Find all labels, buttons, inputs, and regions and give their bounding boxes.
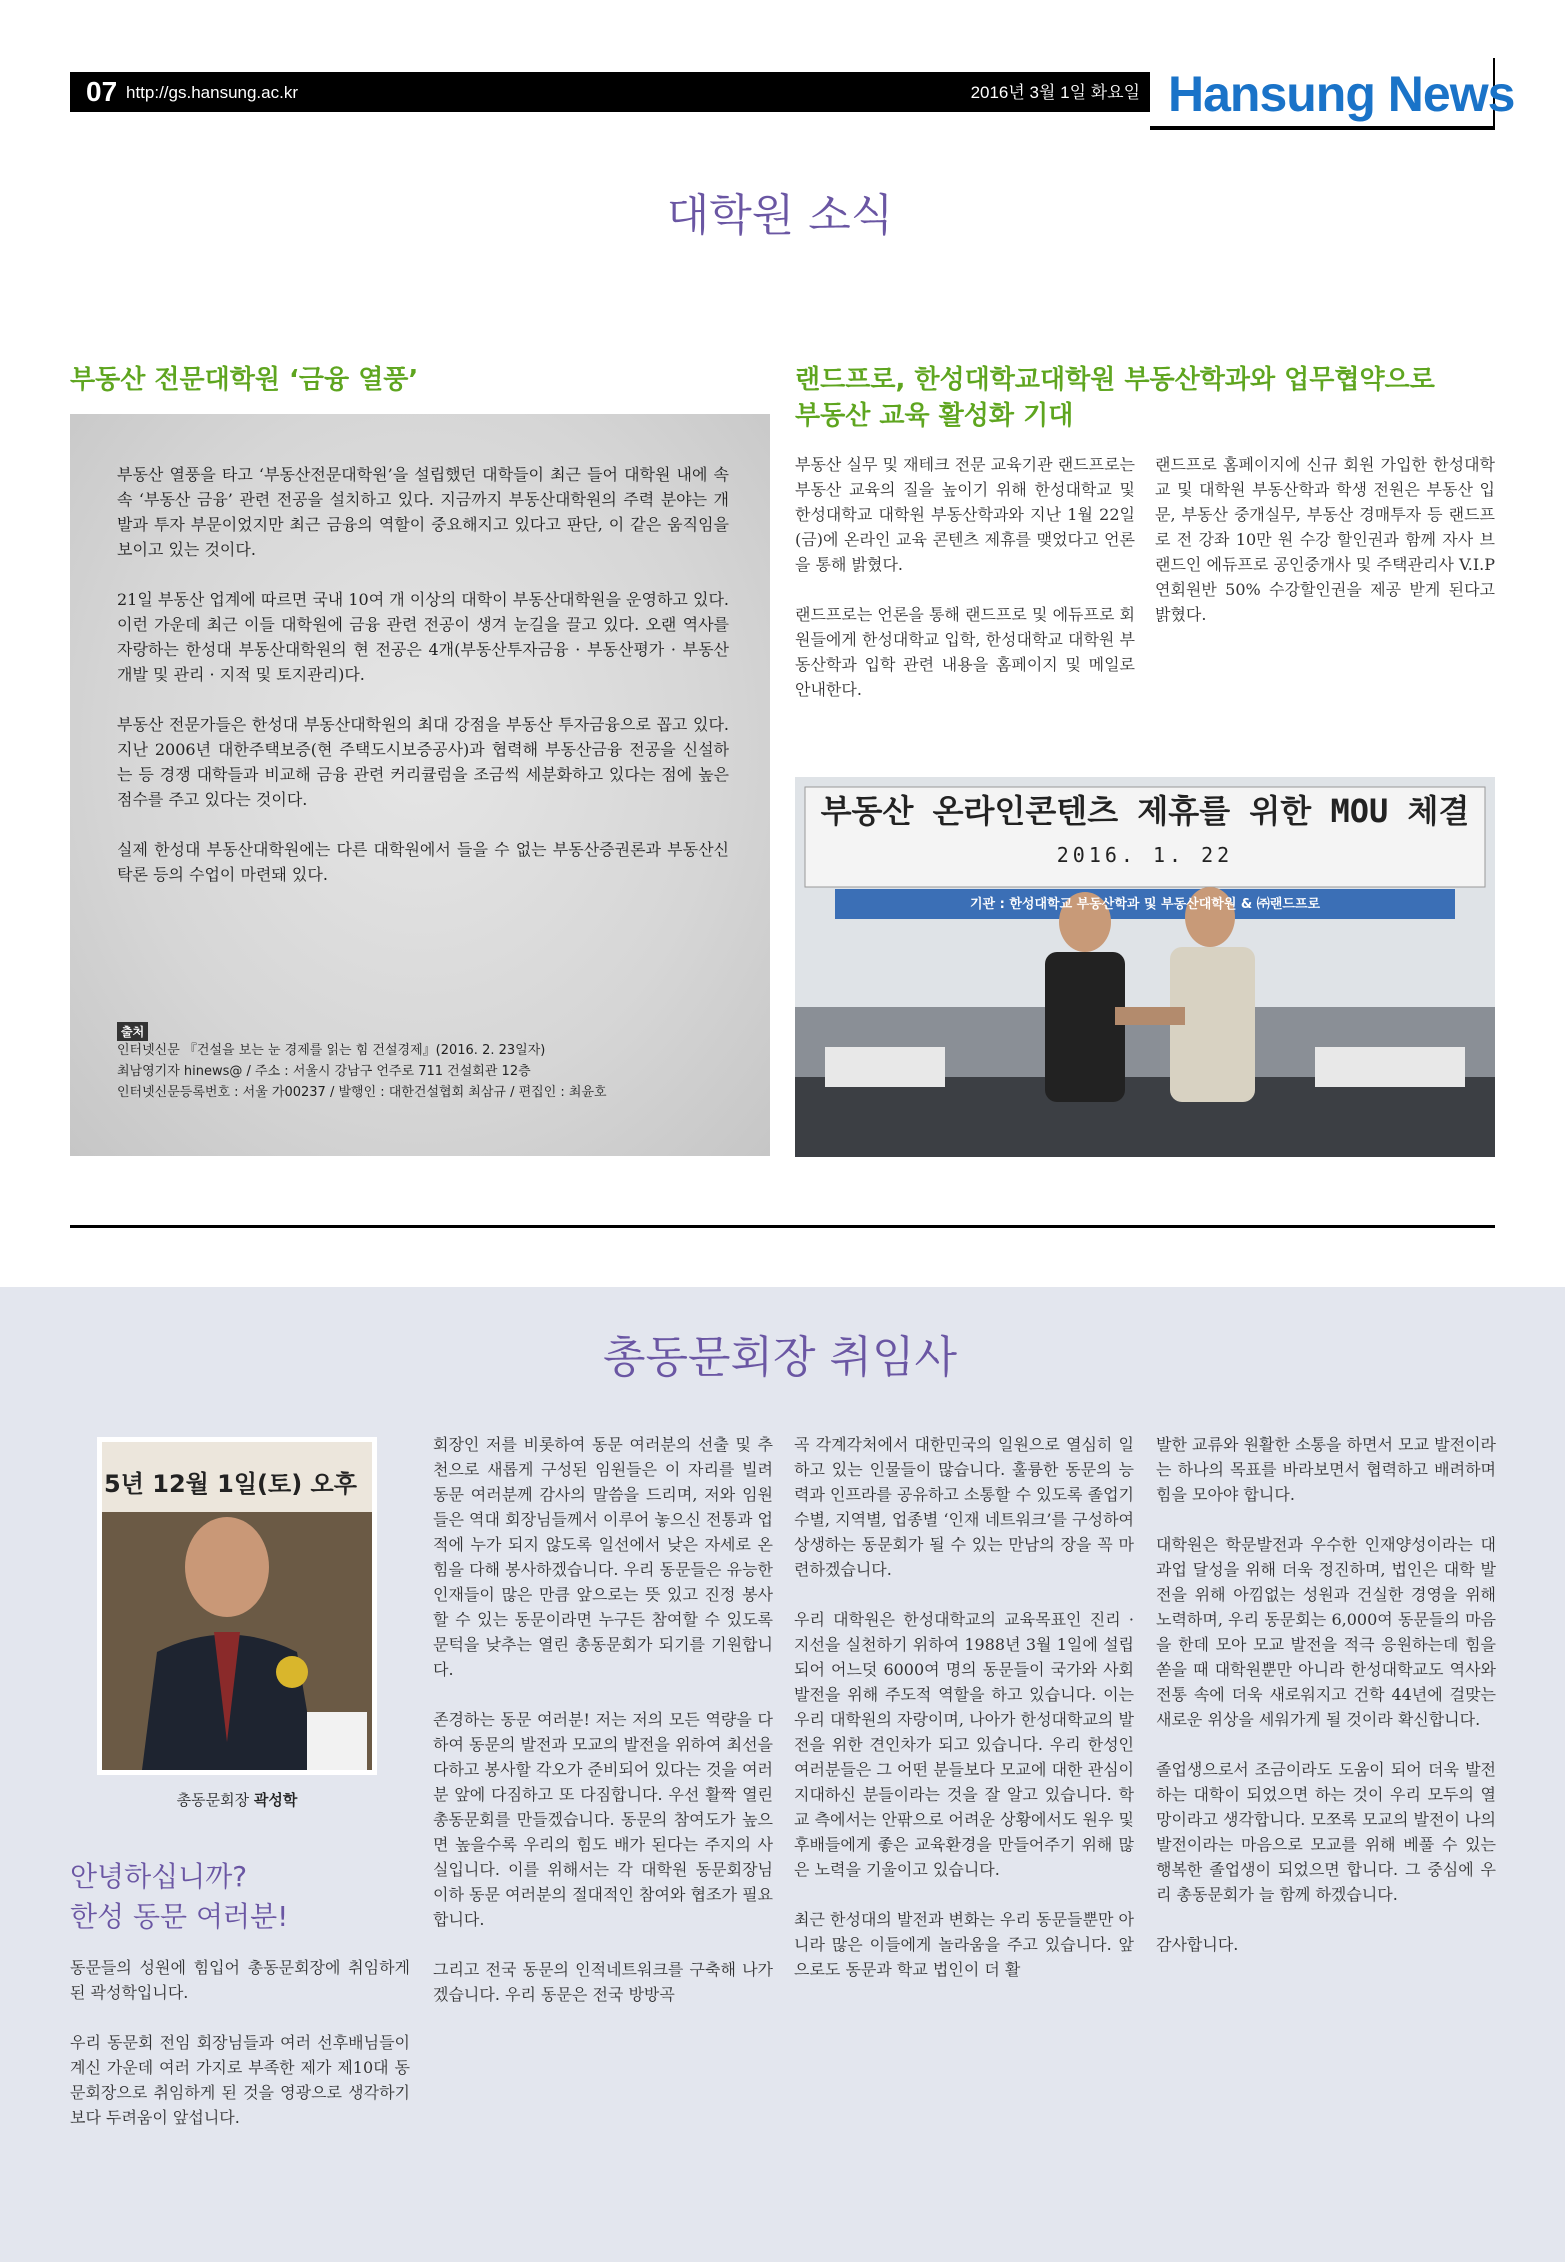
brand-logo: Hansung News — [1168, 66, 1515, 122]
article2-paragraph: 랜드프로 홈페이지에 신규 회원 가입한 한성대학교 및 대학원 부동산학과 학생 전원은 부동산 입문, 부동산 중개실무, 부동산 경매투자 등 랜드프로 전 강좌 10만 원 수강 할인권과 함께 자사 브랜드인 에듀프로 공인중개사 및 주택관리사 V.I.P연회원반 50% 수강할인권을 제공 받게 된다고 밝혔다. — [1155, 455, 1495, 624]
address-paragraph: 존경하는 동문 여러분! 저는 저의 모든 역량을 다하여 동문의 발전과 모교의 발전을 위하여 최선을 다하고 봉사할 각오가 준비되어 있다는 것을 여러분 앞에 다짐하고 또 다짐합니다. 우선 활짝 열린 총동문회를 만들겠습니다. 동문의 참여도가 높으면 높을수록 우리의 힘도 배가 된다는 주지의 사실입니다. 이를 위해서는 각 대학원 동문회장님 이하 동문 여러분의 절대적인 참여와 협조가 필요합니다. — [433, 1710, 773, 1929]
article2-column-1 — [795, 452, 1135, 727]
section-title-alumni-address: 총동문회장 취임사 — [602, 1332, 958, 1383]
address-column-3 — [1156, 1432, 1496, 1982]
article2-paragraph: 부동산 실무 및 재테크 전문 교육기관 랜드프로는 부동산 교육의 질을 높이기 위해 한성대학교 및 한성대학교 대학원 부동산학과와 지난 1월 22일(금)에 온라인 교육 콘텐츠 제휴를 맺었다고 언론을 통해 밝혔다. — [795, 455, 1135, 574]
greeting-line1: 안녕하십니까? — [70, 1860, 248, 1893]
article1-paragraph: 실제 한성대 부동산대학원에는 다른 대학원에서 들을 수 없는 부동산증권론과 부동산신탁론 등의 수업이 마련돼 있다. — [117, 840, 729, 884]
article2-headline — [795, 362, 1435, 434]
source-line: 최남영기자 hinews@ / 주소 : 서울시 강남구 언주로 711 건설회관 12층 — [117, 1064, 531, 1079]
address-column-1 — [433, 1432, 773, 2032]
section-title-grad-news: 대학원 소식 — [666, 190, 894, 241]
article2-column-2 — [1155, 452, 1495, 652]
article2-headline-line1: 랜드프로, 한성대학교대학원 부동산학과와 업무협약으로 — [795, 365, 1435, 395]
address-paragraph: 동문들의 성원에 힘입어 총동문회장에 취임하게 된 곽성학입니다. — [70, 1958, 410, 2002]
source-line: 인터넷신문 『건설을 보는 눈 경제를 읽는 힘 건설경제』(2016. 2. 23일자) — [117, 1043, 546, 1058]
address-column-0 — [70, 1955, 410, 2155]
address-paragraph: 발한 교류와 원활한 소통을 하면서 모교 발전이라는 하나의 목표를 바라보면서 협력하고 배려하며 힘을 모아야 합니다. — [1156, 1435, 1496, 1504]
portrait-sign-text: 5년 12월 1일(토) 오후 — [104, 1470, 357, 1498]
greeting-line2: 한성 동문 여러분! — [70, 1900, 289, 1933]
mou-banner-date: 2016. 1. 22 — [1056, 843, 1234, 867]
article1-body — [117, 462, 729, 912]
address-paragraph: 회장인 저를 비롯하여 동문 여러분의 선출 및 추천으로 새롭게 구성된 임원들은 이 자리를 빌려 동문 여러분께 감사의 말씀을 드리며, 저와 임원들은 역대 회장님들께서 이루어 놓으신 전통과 업적에 누가 되지 않도록 일선에서 낮은 자세로 온 힘을 다해 봉사하겠습니다. 우리 동문들은 유능한 인재들이 많은 만큼 앞으로는 뜻 있고 진정 봉사할 수 있는 동문이라면 누구든 참여할 수 있도록 문턱을 낮추는 열린 총동문회가 되기를 기원합니다. — [433, 1435, 773, 1679]
caption-role: 총동문회장 — [176, 1791, 250, 1809]
portrait-caption — [97, 1789, 377, 1810]
article2-paragraph: 랜드프로는 언론을 통해 랜드프로 및 에듀프로 회원들에게 한성대학교 입학, 한성대학교 대학원 부동산학과 입학 관련 내용을 홈페이지 및 메일로 안내한다. — [795, 605, 1135, 699]
address-paragraph: 우리 동문회 전임 회장님들과 여러 선후배님들이 계신 가운데 여러 가지로 부족한 제가 제10대 동문회장으로 취임하게 된 것을 영광으로 생각하기보다 두려움이 앞섭니다. — [70, 2033, 410, 2127]
page-number: 07 — [86, 76, 118, 107]
caption-name: 곽성학 — [253, 1791, 298, 1809]
site-url[interactable]: http://gs.hansung.ac.kr — [126, 83, 298, 102]
article1-paragraph: 부동산 전문가들은 한성대 부동산대학원의 최대 강점을 부동산 투자금융으로 꼽고 있다. 지난 2006년 대한주택보증(현 주택도시보증공사)과 협력해 부동산금융 전공을 신설하는 등 경쟁 대학들과 비교해 금융 관련 커리큘럼을 조금씩 세분화하고 있다는 점에 높은 점수를 주고 있다는 것이다. — [117, 715, 729, 809]
mou-banner-title: 부동산 온라인콘텐츠 제휴를 위한 MOU 체결 — [820, 792, 1470, 830]
article1-paragraph: 21일 부동산 업계에 따르면 국내 10여 개 이상의 대학이 부동산대학원을 운영하고 있다. 이런 가운데 최근 이들 대학원에 금융 관련 전공이 생겨 눈길을 끌고 있다. 오랜 역사를 자랑하는 한성대 부동산대학원의 현 전공은 4개(부동산투자금융 · 부동산평가 · 부동산개발 및 관리 · 지적 및 토지관리)다. — [117, 590, 729, 684]
source-label: 출처 — [117, 1022, 148, 1041]
article2-headline-line2: 부동산 교육 활성화 기대 — [795, 401, 1074, 431]
mou-banner-sub: 기관 : 한성대학교 부동산학과 및 부동산대학원 & ㈜랜드프로 — [969, 897, 1321, 912]
brand-underline — [1150, 126, 1495, 130]
mou-signing-photo — [795, 777, 1495, 1157]
greeting — [70, 1857, 288, 1937]
address-paragraph: 곡 각계각처에서 대한민국의 일원으로 열심히 일하고 있는 인물들이 많습니다. 훌륭한 동문의 능력과 인프라를 공유하고 소통할 수 있도록 졸업기수별, 지역별, 업종별 ‘인재 네트워크’를 구성하여 상생하는 동문회가 될 수 있는 만남의 장을 꼭 마련하겠습니다. — [794, 1435, 1134, 1579]
address-paragraph: 감사합니다. — [1156, 1935, 1239, 1954]
issue-date: 2016년 3월 1일 화요일 — [970, 83, 1140, 102]
address-paragraph: 졸업생으로서 조금이라도 도움이 되어 더욱 발전하는 대학이 되었으면 하는 것이 우리 모두의 열망이라고 생각합니다. 모쪼록 모교의 발전이 나의 발전이라는 마음으로 모교를 위해 베풀 수 있는 행복한 졸업생이 되었으면 합니다. 그 중심에 우리 총동문회가 늘 함께 하겠습니다. — [1156, 1760, 1496, 1904]
source-line: 인터넷신문등록번호 : 서울 가00237 / 발행인 : 대한건설협회 최삼규 / 편집인 : 최윤호 — [117, 1085, 607, 1100]
address-column-2 — [794, 1432, 1134, 2007]
address-paragraph: 최근 한성대의 발전과 변화는 우리 동문들뿐만 아니라 많은 이들에게 놀라움을 주고 있습니다. 앞으로도 동문과 학교 법인이 더 활 — [794, 1910, 1134, 1979]
address-paragraph: 우리 대학원은 한성대학교의 교육목표인 진리 · 지선을 실천하기 위하여 1988년 3월 1일에 설립되어 어느덧 6000여 명의 동문들이 국가와 사회 발전을 위해 주도적 역할을 하고 있습니다. 이는 우리 대학원의 자랑이며, 나아가 한성대학교의 발전을 위한 견인차가 되고 있습니다. 우리 한성인 여러분들은 그 어떤 분들보다 모교에 대한 관심이 지대하신 분들이라는 것을 잘 알고 있습니다. 학교 측에서는 안팎으로 어려운 상황에서도 원우 및 후배들에게 좋은 교육환경을 만들어주기 위해 많은 노력을 기울이고 있습니다. — [794, 1610, 1134, 1879]
section-divider — [70, 1225, 1495, 1228]
president-portrait — [97, 1437, 377, 1775]
source-block — [117, 1040, 757, 1103]
address-paragraph: 그리고 전국 동문의 인적네트워크를 구축해 나가겠습니다. 우리 동문은 전국 방방곡 — [433, 1960, 773, 2004]
article1-headline: 부동산 전문대학원 ‘금융 열풍’ — [70, 365, 419, 395]
address-paragraph: 대학원은 학문발전과 우수한 인재양성이라는 대과업 달성을 위해 더욱 정진하며, 법인은 대학 발전을 위해 아낌없는 성원과 건실한 경영을 위해 노력하며, 우리 동문회는 6,000여 동문들의 마음을 한데 모아 모교 발전을 적극 응원하는데 힘을 쏟을 때 대학원뿐만 아니라 한성대학교도 역사와 전통 속에 더욱 새로워지고 건학 44년에 걸맞는 새로운 위상을 세워가게 될 것이라 확신합니다. — [1156, 1535, 1496, 1729]
article1-paragraph: 부동산 열풍을 타고 ‘부동산전문대학원’을 설립했던 대학들이 최근 들어 대학원 내에 속속 ‘부동산 금융’ 관련 전공을 설치하고 있다. 지금까지 부동산대학원의 주력 분야는 개발과 투자 부문이었지만 최근 금융의 역할이 중요해지고 있다고 판단, 이 같은 움직임을 보이고 있는 것이다. — [117, 465, 729, 559]
